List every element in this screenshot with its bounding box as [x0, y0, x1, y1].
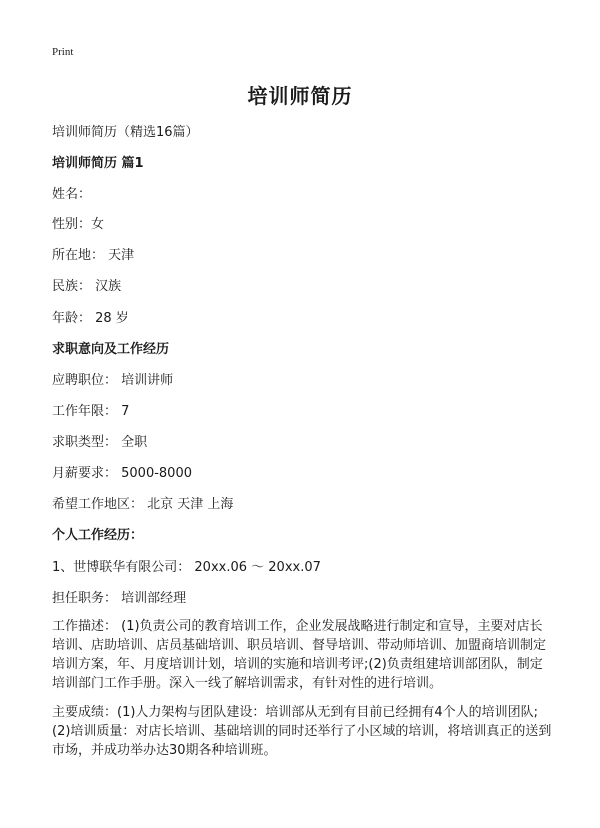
experience-description: 工作描述： (1)负责公司的教育培训工作，企业发展战略进行制定和宣导，主要对店长培训、店助培训、店员基础培训、职员培训、督导培训、带动师培训、加盟商培训制定培训方案，年、月度培训计划，培训的实施和培训考评;(2)负责组建培训部团队，制定培训部门工作手册。深入一线了解培训需求，有针对性的进行培训。 — [52, 619, 547, 691]
field-name: 姓名： — [52, 187, 92, 202]
job-position: 应聘职位： 培训讲师 — [52, 373, 174, 388]
field-age: 年龄： 28 岁 — [52, 311, 129, 326]
job-salary: 月薪要求： 5000-8000 — [52, 466, 192, 481]
section-heading-1: 培训师简历 篇1 — [52, 156, 144, 171]
section-heading-2: 求职意向及工作经历 — [52, 342, 170, 357]
section-heading-3: 个人工作经历： — [52, 528, 144, 543]
job-region: 希望工作地区： 北京 天津 上海 — [52, 497, 234, 512]
page-title: 培训师简历 — [247, 84, 353, 108]
experience-achievements: 主要成绩：(1)人力架构与团队建设：培训部从无到有目前已经拥有4个人的培训团队;(2)培训质量：对店长培训、基础培训的同时还举行了小区域的培训，将培训真正的送到市场，并成功举办达30期各种培训班。 — [52, 705, 552, 758]
experience-company: 1、世博联华有限公司： 20xx.06 ～ 20xx.07 — [52, 560, 321, 575]
job-years: 工作年限： 7 — [52, 404, 130, 419]
subtitle: 培训师简历（精选16篇） — [52, 125, 199, 140]
field-location: 所在地： 天津 — [52, 248, 135, 263]
experience-role: 担任职务： 培训部经理 — [52, 591, 187, 606]
field-ethnicity: 民族： 汉族 — [52, 279, 122, 294]
job-type: 求职类型： 全职 — [52, 435, 148, 450]
print-link[interactable]: Print — [52, 46, 74, 58]
field-gender: 性别：女 — [52, 217, 105, 232]
